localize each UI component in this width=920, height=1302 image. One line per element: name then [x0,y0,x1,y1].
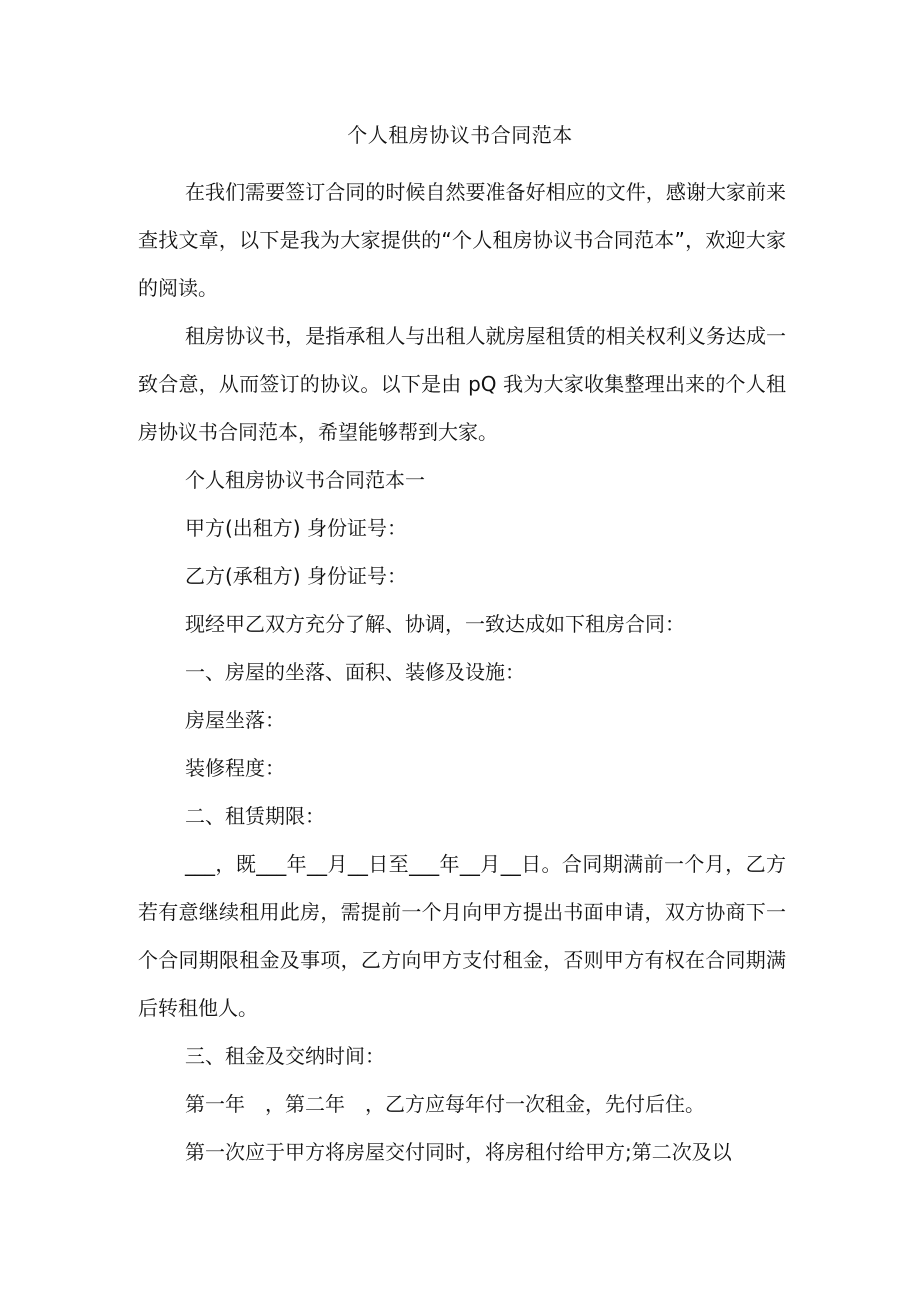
section-2-heading: 二、租赁期限： [185,804,325,828]
party-b-line: 乙方(承租方) 身份证号： [185,564,407,588]
lease-term-paragraph: ___，既___年__月__日至___年__月__日。合同期满前一个月，乙方若有意继续租用此房，需提前一个月向甲方提出书面申请，双方协商下一个合同期限租金及事项，乙方向甲方支付租金，否则甲方有权在合同期满后转租他人。 [138,852,786,1020]
document-body [138,168,786,1176]
first-payment-line: 第一次应于甲方将房屋交付同时，将房租付给甲方;第二次及以 [185,1140,732,1164]
agreement-statement: 现经甲乙双方充分了解、协调，一致达成如下租房合同： [185,612,685,636]
section-1-heading: 一、房屋的坐落、面积、装修及设施： [185,660,525,684]
sample-heading: 个人租房协议书合同范本一 [185,468,425,492]
intro-paragraph: 在我们需要签订合同的时候自然要准备好相应的文件，感谢大家前来查找文章，以下是我为大家提供的“个人租房协议书合同范本”，欢迎大家的阅读。 [138,180,786,300]
section-3-heading: 三、租金及交纳时间： [185,1044,385,1068]
document-title: 个人租房协议书合同范本 [347,123,573,147]
party-a-line: 甲方(出租方) 身份证号： [185,516,407,540]
rent-years-line: 第一年 ，第二年 ，乙方应每年付一次租金，先付后住。 [185,1092,705,1116]
definition-paragraph: 租房协议书，是指承租人与出租人就房屋租赁的相关权利义务达成一致合意，从而签订的协议。以下是由 pQ 我为大家收集整理出来的个人租房协议书合同范本，希望能够帮到大家。 [138,324,786,444]
decoration-level-line: 装修程度： [185,756,285,780]
property-location-line: 房屋坐落： [185,708,285,732]
